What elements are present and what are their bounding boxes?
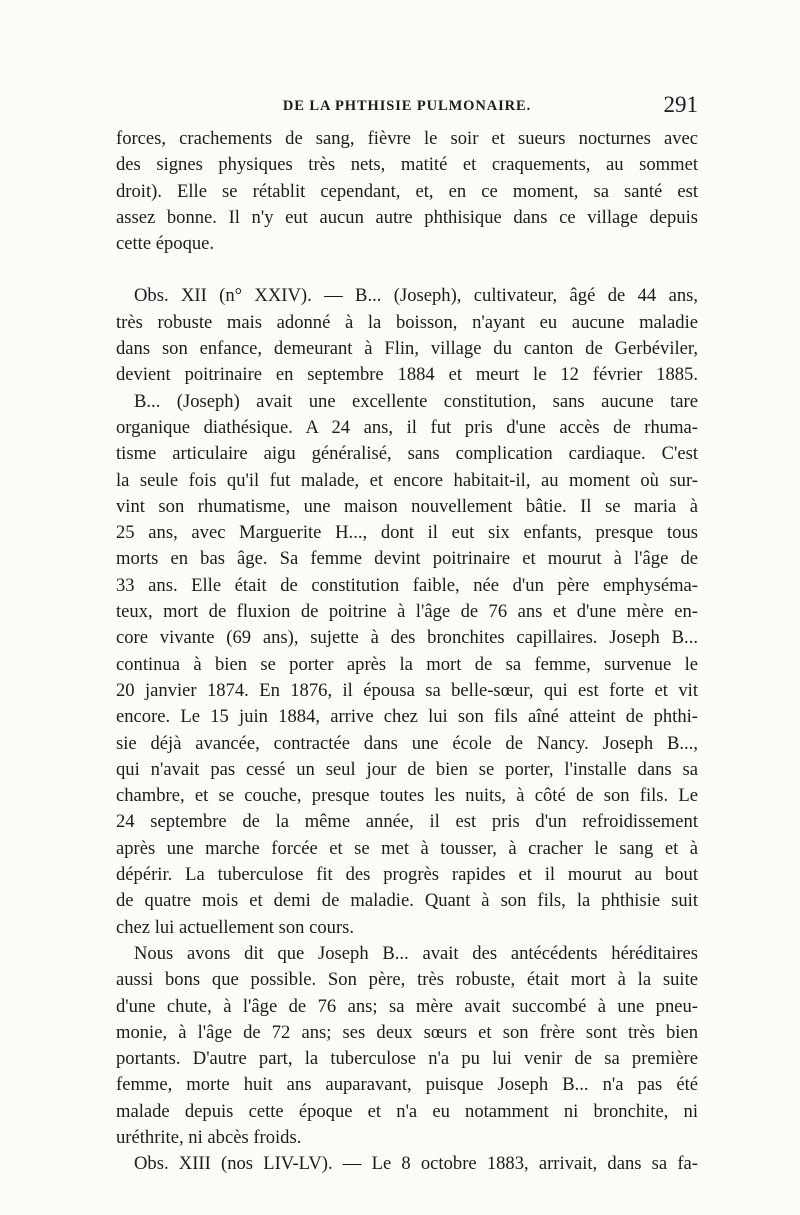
text-line: devient poitrinaire en septembre 1884 et meurt le 12 février 1885. [116, 364, 698, 386]
text-line: 25 ans, avec Marguerite H..., dont il eut six enfants, presque tous [116, 522, 698, 544]
page-number: 291 [663, 92, 698, 117]
text-line: uréthrite, ni abcès froids. [116, 1126, 302, 1148]
text-line: chez lui actuellement son cours. [116, 916, 355, 938]
text-line: core vivante (69 ans), sujette à des bronchites capillaires. Joseph B... [116, 627, 698, 649]
text-line: Obs. XIII (nos LIV-LV). — Le 8 octobre 1883, arrivait, dans sa fa- [134, 1153, 698, 1175]
observation-xiii-heading [116, 1151, 698, 1177]
text-line: cette époque. [116, 233, 215, 255]
text-line: B... (Joseph) avait une excellente constitution, sans aucune tare [134, 390, 698, 412]
text-line: teux, mort de fluxion de poitrine à l'âge de 76 ans et d'une mère en- [116, 601, 698, 623]
text-line: morts en bas âge. Sa femme devint poitrinaire et mourut à l'âge de [116, 548, 698, 570]
running-head [116, 92, 698, 122]
text-line: encore. Le 15 juin 1884, arrive chez lui son fils aîné atteint de phthi- [116, 706, 698, 728]
text-line: droit). Elle se rétablit cependant, et, en ce moment, sa santé est [116, 180, 698, 202]
text-line: chambre, et se couche, presque toutes les nuits, à côté de son fils. Le [116, 785, 698, 807]
text-line: sie déjà avancée, contractée dans une école de Nancy. Joseph B..., [116, 732, 698, 754]
observation-xii-heading [116, 283, 698, 388]
text-line: femme, morte huit ans auparavant, puisque Joseph B... n'a pas été [116, 1074, 698, 1096]
text-line: Obs. XII (n° XXIV). — B... (Joseph), cultivateur, âgé de 44 ans, [134, 285, 698, 307]
text-line: Nous avons dit que Joseph B... avait des antécédents héréditaires [134, 942, 698, 964]
paragraph-gap [116, 257, 698, 283]
text-line: continua à bien se porter après la mort de sa femme, survenue le [116, 653, 698, 675]
paragraph-heredity [116, 941, 698, 1151]
text-line: dans son enfance, demeurant à Flin, village du canton de Gerbéviler, [116, 338, 698, 360]
text-line: des signes physiques très nets, matité et craquements, au sommet [116, 154, 698, 176]
text-line: malade depuis cette époque et n'a eu notamment ni bronchite, ni [116, 1100, 698, 1122]
text-line: qui n'avait pas cessé un seul jour de bien se porter, l'installe dans sa [116, 758, 698, 780]
text-line: dépérir. La tuberculose fit des progrès rapides et il mourut au bout [116, 864, 698, 886]
running-title: DE LA PHTHISIE PULMONAIRE. [282, 98, 532, 114]
text-line: organique diathésique. A 24 ans, il fut pris d'une accès de rhuma- [116, 416, 698, 438]
text-line: portants. D'autre part, la tuberculose n'a pu lui venir de sa première [116, 1048, 698, 1070]
text-line: d'une chute, à l'âge de 76 ans; sa mère avait succombé à une pneu- [116, 995, 698, 1017]
observation-xii-body [116, 389, 698, 941]
text-line: monie, à l'âge de 72 ans; ses deux sœurs et son frère sont très bien [116, 1021, 698, 1043]
book-page [116, 92, 698, 1178]
text-line: 20 janvier 1874. En 1876, il épousa sa belle-sœur, qui est forte et vit [116, 679, 698, 701]
text-line: après une marche forcée et se met à tousser, à cracher le sang et à [116, 837, 698, 859]
text-line: tisme articulaire aigu généralisé, sans complication cardiaque. C'est [116, 443, 698, 465]
body-text [116, 126, 698, 1178]
text-line: 33 ans. Elle était de constitution faible, née d'un père emphyséma- [116, 574, 698, 596]
text-line: aussi bons que possible. Son père, très robuste, était mort à la suite [116, 969, 698, 991]
text-line: 24 septembre de la même année, il est pris d'un refroidissement [116, 811, 698, 833]
text-line: la seule fois qu'il fut malade, et encore habitait-il, au moment où sur- [116, 469, 698, 491]
text-line: très robuste mais adonné à la boisson, n'ayant eu aucune maladie [116, 311, 698, 333]
paragraph-continuation [116, 126, 698, 257]
text-line: vint son rhumatisme, une maison nouvellement bâtie. Il se maria à [116, 495, 698, 517]
text-line: forces, crachements de sang, fièvre le soir et sueurs nocturnes avec [116, 128, 698, 149]
text-line: de quatre mois et demi de maladie. Quant à son fils, la phthisie suit [116, 890, 698, 912]
text-line: assez bonne. Il n'y eut aucun autre phthisique dans ce village depuis [116, 206, 698, 228]
